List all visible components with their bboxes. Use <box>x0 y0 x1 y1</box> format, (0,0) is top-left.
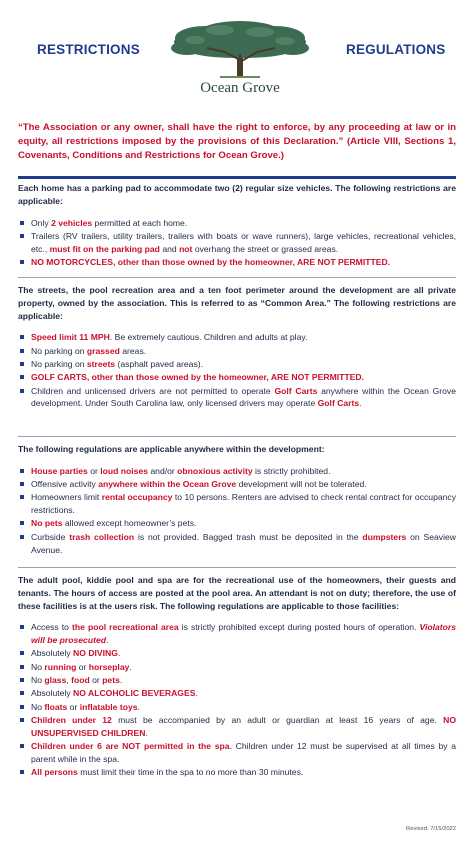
list-item: Children under 12 must be accompanied by an adult or guardian at least 16 years of age. NO UNSUPERVISED CHILDREN. <box>18 714 456 740</box>
list-item: No parking on streets (asphalt paved areas). <box>18 358 456 371</box>
list-item: House parties or loud noises and/or obnoxious activity is strictly prohibited. <box>18 465 456 478</box>
oak-tree-icon <box>165 18 315 82</box>
revised-date: Revised: 7/15/2022 <box>406 826 456 832</box>
declaration-quote: “The Association or any owner, shall have the right to enforce, by any proceeding at law or in equity, all restrictions imposed by the provisions of this Declaration.” (Article VIII, Sections 1, Covenants, Conditions and Restrictions for Ocean Grove.) <box>18 122 456 161</box>
list-item: Trailers (RV trailers, utility trailers, trailers with boats or wave runners), large vehicles, recreational vehicles, etc., must fit on the parking pad and not overhang the street or grassed areas. <box>18 230 456 256</box>
restrictions-heading: RESTRICTIONS <box>37 42 140 57</box>
list-item: Offensive activity anywhere within the Ocean Grove development will not be tolerated. <box>18 478 456 491</box>
list-item: No running or horseplay. <box>18 661 456 674</box>
list-item: Children and unlicensed drivers are not permitted to operate Golf Carts anywhere within the Ocean Grove development. Under South Carolina law, only licensed drivers may operate Golf Carts. <box>18 385 456 411</box>
list-item: No glass, food or pets. <box>18 674 456 687</box>
section-divider <box>18 277 456 278</box>
section-divider <box>18 436 456 437</box>
list-item: Speed limit 11 MPH. Be extremely cautious. Children and adults at play. <box>18 331 456 344</box>
section-divider <box>18 567 456 568</box>
brand-name: Ocean Grove <box>200 80 280 96</box>
list-item: Absolutely NO ALCOHOLIC BEVERAGES. <box>18 687 456 700</box>
pool-intro: The adult pool, kiddie pool and spa are for the recreational use of the homeowners, their guests and tenants. The hours of access are posted at the pool area. An attendant is not on duty; therefore, the use of these facilities is at the users risk. The following regulations are applicable to those facilities: <box>18 575 456 611</box>
list-item: NO MOTORCYCLES, other than those owned by the homeowner, ARE NOT PERMITTED. <box>18 256 456 269</box>
development-section <box>18 443 456 557</box>
parking-intro: Each home has a parking pad to accommodate two (2) regular size vehicles. The following restrictions are applicable: <box>18 183 456 206</box>
list-item: GOLF CARTS, other than those owned by the homeowner, ARE NOT PERMITTED. <box>18 371 456 384</box>
section-divider <box>18 176 456 179</box>
list-item: No pets allowed except homeowner’s pets. <box>18 517 456 530</box>
list-item: Children under 6 are NOT permitted in the spa. Children under 12 must be supervised at all times by a parent while in the spa. <box>18 740 456 766</box>
list-item: Access to the pool recreational area is strictly prohibited except during posted hours of operation. Violators will be prosecuted. <box>18 621 456 647</box>
list-item: Only 2 vehicles permitted at each home. <box>18 217 456 230</box>
pool-section <box>18 574 456 779</box>
list-item: Curbside trash collection is not provided. Bagged trash must be deposited in the dumpsters on Seaview Avenue. <box>18 531 456 557</box>
ocean-grove-logo <box>165 18 315 102</box>
list-item: No floats or inflatable toys. <box>18 701 456 714</box>
common-area-intro: The streets, the pool recreation area and a ten foot perimeter around the development are all private property, owned by the association. This is referred to as “Common Area.” The following restrictions are applicable: <box>18 285 456 321</box>
list-item: All persons must limit their time in the spa to no more than 30 minutes. <box>18 766 456 779</box>
list-item: Absolutely NO DIVING. <box>18 647 456 660</box>
common-area-section <box>18 284 456 411</box>
parking-section <box>18 182 456 269</box>
list-item: No parking on grassed areas. <box>18 345 456 358</box>
regulations-heading: REGULATIONS <box>346 42 446 57</box>
list-item: Homeowners limit rental occupancy to 10 persons. Renters are advised to check rental contract for occupancy restrictions. <box>18 491 456 517</box>
development-intro: The following regulations are applicable anywhere within the development: <box>18 444 325 454</box>
